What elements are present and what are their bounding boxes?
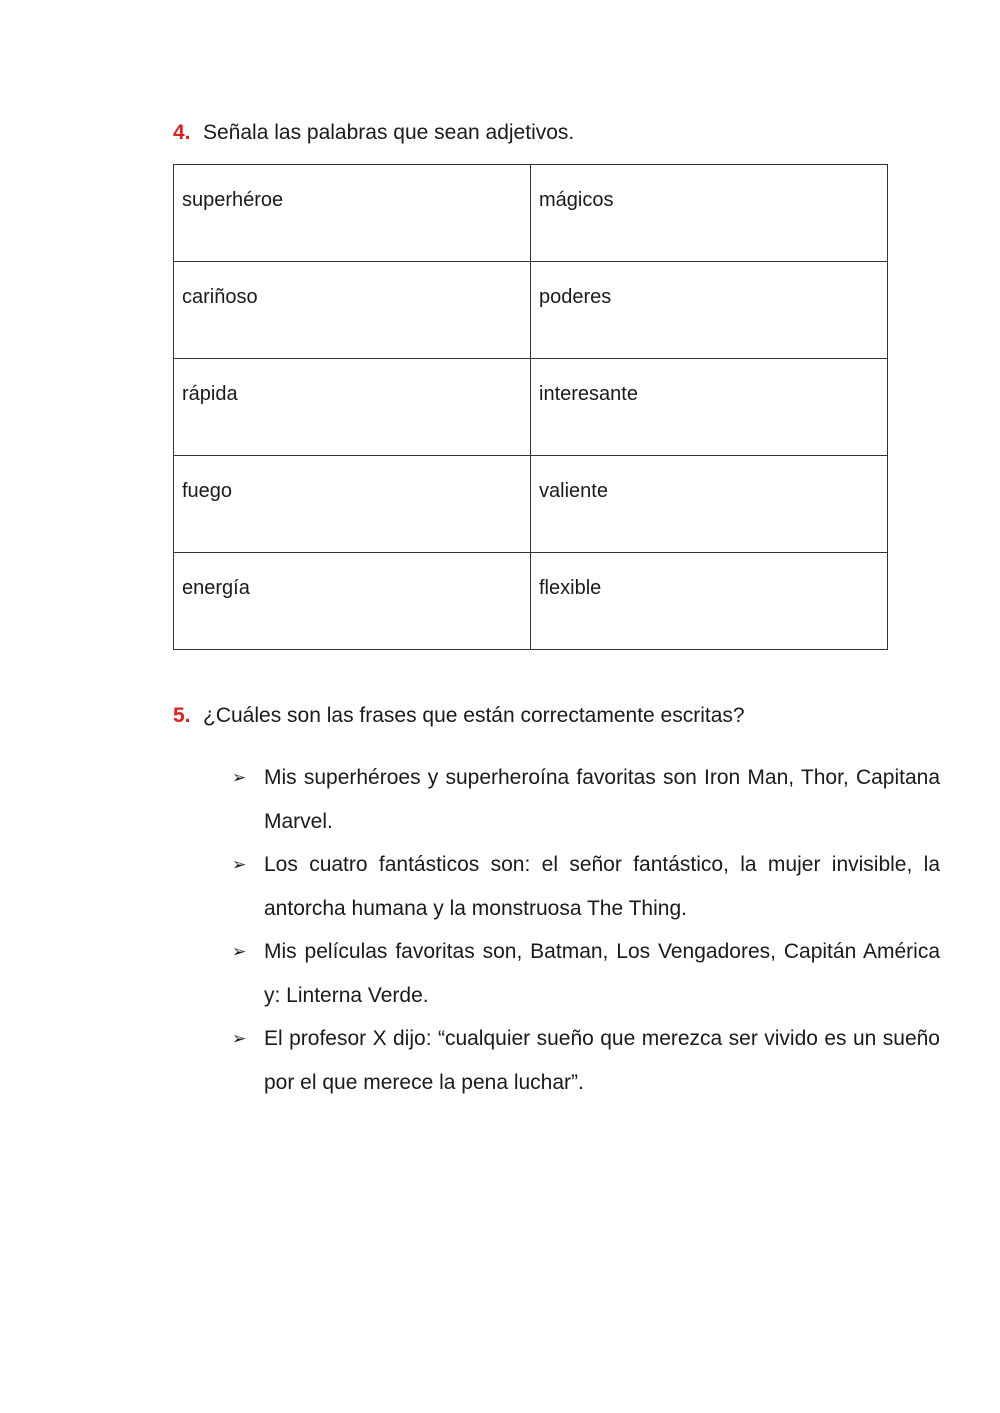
table-row <box>174 359 888 456</box>
word-cell[interactable]: valiente <box>531 456 888 553</box>
question-5 <box>173 702 745 730</box>
arrow-bullet-icon: ➢ <box>232 855 247 874</box>
question-4-text: Señala las palabras que sean adjetivos. <box>203 121 575 144</box>
list-item[interactable] <box>232 843 940 930</box>
table-row <box>174 165 888 262</box>
arrow-bullet-icon: ➢ <box>232 768 247 787</box>
sentence-text: Mis superhéroes y superheroína favoritas son Iron Man, Thor, Capitana Marvel. <box>264 766 940 833</box>
table-row <box>174 456 888 553</box>
list-item[interactable] <box>232 930 940 1017</box>
sentence-text: Mis películas favoritas son, Batman, Los Vengadores, Capitán América y: Linterna Verde. <box>264 940 940 1007</box>
table-row <box>174 553 888 650</box>
word-cell[interactable]: poderes <box>531 262 888 359</box>
word-cell[interactable]: interesante <box>531 359 888 456</box>
sentence-text: El profesor X dijo: “cualquier sueño que merezca ser vivido es un sueño por el que merece la pena luchar”. <box>264 1027 940 1094</box>
sentence-text: Los cuatro fantásticos son: el señor fantástico, la mujer invisible, la antorcha humana y la monstruosa The Thing. <box>264 853 940 920</box>
sentence-list <box>232 756 940 1104</box>
adjective-table <box>173 164 888 650</box>
word-cell[interactable]: flexible <box>531 553 888 650</box>
word-cell[interactable]: mágicos <box>531 165 888 262</box>
arrow-bullet-icon: ➢ <box>232 942 247 961</box>
word-cell[interactable]: fuego <box>174 456 531 553</box>
question-4 <box>173 119 574 147</box>
question-5-number: 5. <box>173 704 191 727</box>
arrow-bullet-icon: ➢ <box>232 1029 247 1048</box>
word-cell[interactable]: cariñoso <box>174 262 531 359</box>
question-5-text: ¿Cuáles son las frases que están correctamente escritas? <box>203 704 745 727</box>
table-row <box>174 262 888 359</box>
word-cell[interactable]: rápida <box>174 359 531 456</box>
word-cell[interactable]: superhéroe <box>174 165 531 262</box>
list-item[interactable] <box>232 1017 940 1104</box>
word-cell[interactable]: energía <box>174 553 531 650</box>
list-item[interactable] <box>232 756 940 843</box>
question-4-number: 4. <box>173 121 191 144</box>
